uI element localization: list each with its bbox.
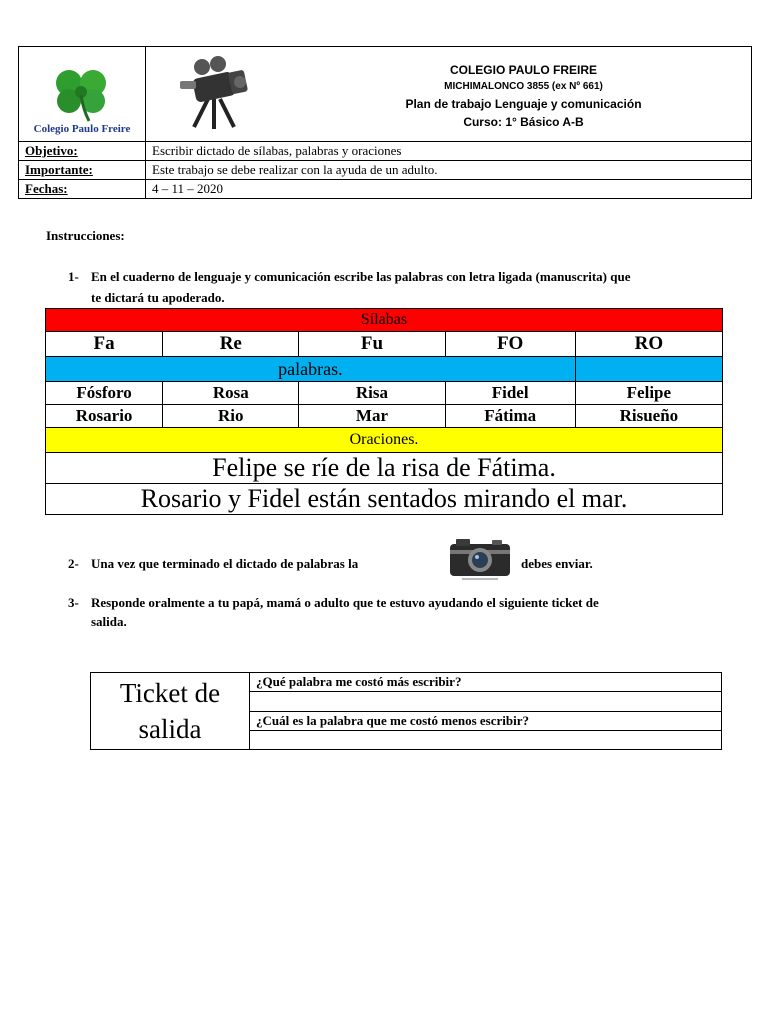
dates-value: 4 – 11 – 2020	[146, 180, 752, 199]
palabra-cell: Rosa	[163, 382, 299, 405]
dictation-table	[45, 308, 723, 515]
info-row	[19, 180, 752, 199]
ticket-title	[91, 673, 250, 750]
item-text-line2: salida.	[91, 614, 127, 629]
item-number: 1-	[68, 269, 79, 284]
instruction-item-1	[0, 267, 768, 309]
logo-cell	[19, 47, 146, 142]
item-text-line2: te dictará tu apoderado.	[91, 290, 225, 305]
plan-title: Plan de trabajo Lenguaje y comunicación	[405, 97, 642, 111]
instruction-item-3	[0, 593, 768, 635]
clover-logo-icon	[49, 65, 115, 123]
item-text-before: Una vez que terminado el dictado de palabras la	[91, 556, 359, 571]
important-value: Este trabajo se debe realizar con la ayuda de un adulto.	[146, 161, 752, 180]
palabra-cell: Rosario	[46, 405, 163, 428]
oraciones-header: Oraciones.	[46, 428, 723, 453]
dates-label: Fechas:	[19, 180, 146, 199]
ticket-question-2: ¿Cuál es la palabra que me costó menos escribir?	[250, 711, 722, 730]
silaba-cell: Fa	[46, 332, 163, 357]
objective-label: Objetivo:	[19, 142, 146, 161]
important-label: Importante:	[19, 161, 146, 180]
oracion-cell: Felipe se ríe de la risa de Fátima.	[46, 453, 723, 484]
objective-value: Escribir dictado de sílabas, palabras y oraciones	[146, 142, 752, 161]
instructions-heading: Instrucciones:	[46, 228, 125, 243]
palabra-cell: Mar	[299, 405, 445, 428]
title-cell	[146, 47, 752, 142]
school-address: MICHIMALONCO 3855 (ex Nº 661)	[444, 81, 603, 92]
ticket-title-line1: Ticket de	[119, 678, 221, 708]
palabra-cell: Felipe	[575, 382, 722, 405]
silaba-cell: FO	[445, 332, 575, 357]
palabra-cell: Risa	[299, 382, 445, 405]
info-row	[19, 142, 752, 161]
photo-camera-icon	[448, 536, 512, 582]
item-text-line1: En el cuaderno de lenguaje y comunicación escribe las palabras con letra ligada (manuscrita) que	[91, 269, 631, 284]
palabras-header-empty	[575, 357, 722, 382]
school-title-block	[296, 61, 751, 131]
ticket-answer-1[interactable]	[250, 692, 722, 711]
palabra-cell: Fidel	[445, 382, 575, 405]
item-number: 2-	[68, 556, 79, 571]
video-camera-icon	[176, 55, 252, 131]
ticket-title-line2: salida	[138, 714, 202, 744]
item-number: 3-	[68, 595, 79, 610]
exit-ticket-table	[90, 672, 722, 750]
oracion-cell: Rosario y Fidel están sentados mirando el mar.	[46, 484, 723, 515]
header-table	[18, 46, 752, 199]
silabas-header: Sílabas	[46, 309, 723, 332]
silaba-cell: RO	[575, 332, 722, 357]
item-text-line1: Responde oralmente a tu papá, mamá o adulto que te estuvo ayudando el siguiente ticket de	[91, 595, 599, 610]
instruction-item-2	[0, 554, 768, 578]
palabra-cell: Rio	[163, 405, 299, 428]
school-name: COLEGIO PAULO FREIRE	[449, 63, 598, 77]
silaba-cell: Re	[163, 332, 299, 357]
palabra-cell: Risueño	[575, 405, 722, 428]
palabra-cell: Fátima	[445, 405, 575, 428]
logo-text: Colegio Paulo Freire	[33, 123, 131, 135]
palabra-cell: Fósforo	[46, 382, 163, 405]
palabras-header: palabras.	[46, 357, 576, 382]
course-label: Curso: 1° Básico A-B	[463, 115, 584, 129]
ticket-question-1: ¿Qué palabra me costó más escribir?	[250, 673, 722, 692]
item-text-after: debes enviar.	[521, 556, 593, 571]
ticket-answer-2[interactable]	[250, 730, 722, 749]
info-row	[19, 161, 752, 180]
silaba-cell: Fu	[299, 332, 445, 357]
